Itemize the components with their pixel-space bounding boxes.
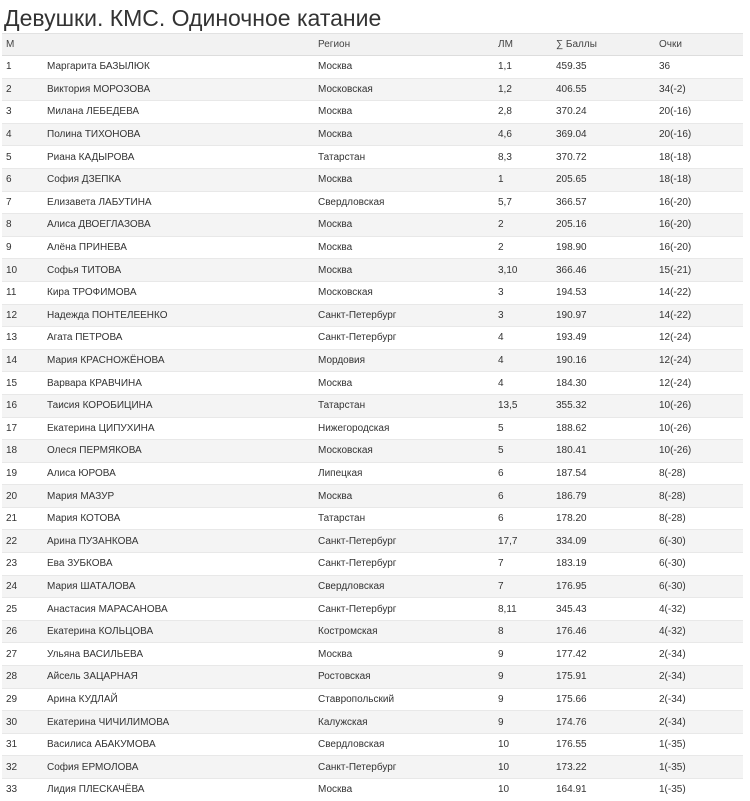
- region-cell: Московская: [314, 440, 494, 463]
- place-cell: 9: [2, 236, 43, 259]
- column-header-region[interactable]: Регион: [314, 34, 494, 56]
- place-cell: 6: [2, 168, 43, 191]
- points-cell: 177.42: [552, 643, 655, 666]
- points-cell: 198.90: [552, 236, 655, 259]
- place-cell: 20: [2, 485, 43, 508]
- table-row: [2, 620, 743, 643]
- athlete-name-cell: Екатерина ЧИЧИЛИМОВА: [43, 711, 314, 734]
- table-row: [2, 553, 743, 576]
- lm-cell: 1,1: [494, 56, 552, 79]
- place-cell: 8: [2, 214, 43, 237]
- lm-cell: 10: [494, 733, 552, 756]
- lm-cell: 5: [494, 440, 552, 463]
- table-row: [2, 101, 743, 124]
- lm-cell: 2: [494, 236, 552, 259]
- table-row: [2, 56, 743, 79]
- table-row: [2, 78, 743, 101]
- points-cell: 164.91: [552, 779, 655, 801]
- athlete-name-cell: Айсель ЗАЦАРНАЯ: [43, 666, 314, 689]
- place-cell: 25: [2, 598, 43, 621]
- lm-cell: 3: [494, 304, 552, 327]
- table-row: [2, 417, 743, 440]
- score-cell: 20(-16): [655, 101, 743, 124]
- lm-cell: 2: [494, 214, 552, 237]
- points-cell: 370.24: [552, 101, 655, 124]
- points-cell: 355.32: [552, 394, 655, 417]
- lm-cell: 13,5: [494, 394, 552, 417]
- athlete-name-cell: Риана КАДЫРОВА: [43, 146, 314, 169]
- table-row: [2, 146, 743, 169]
- table-row: [2, 304, 743, 327]
- table-row: [2, 394, 743, 417]
- place-cell: 14: [2, 349, 43, 372]
- table-row: [2, 281, 743, 304]
- place-cell: 28: [2, 666, 43, 689]
- table-row: [2, 440, 743, 463]
- points-cell: 459.35: [552, 56, 655, 79]
- athlete-name-cell: Милана ЛЕБЕДЕВА: [43, 101, 314, 124]
- score-cell: 12(-24): [655, 327, 743, 350]
- table-row: [2, 779, 743, 801]
- points-cell: 184.30: [552, 372, 655, 395]
- region-cell: Санкт-Петербург: [314, 756, 494, 779]
- table-row: [2, 575, 743, 598]
- table-header: [2, 34, 743, 56]
- points-cell: 176.46: [552, 620, 655, 643]
- athlete-name-cell: София ДЗЕПКА: [43, 168, 314, 191]
- lm-cell: 1,2: [494, 78, 552, 101]
- region-cell: Ставропольский: [314, 688, 494, 711]
- lm-cell: 8,11: [494, 598, 552, 621]
- table-row: [2, 168, 743, 191]
- athlete-name-cell: Мария МАЗУР: [43, 485, 314, 508]
- table-row: [2, 236, 743, 259]
- place-cell: 13: [2, 327, 43, 350]
- region-cell: Костромская: [314, 620, 494, 643]
- table-row: [2, 191, 743, 214]
- lm-cell: 4: [494, 372, 552, 395]
- place-cell: 3: [2, 101, 43, 124]
- place-cell: 27: [2, 643, 43, 666]
- place-cell: 11: [2, 281, 43, 304]
- table-body: [2, 56, 743, 801]
- place-cell: 16: [2, 394, 43, 417]
- score-cell: 36: [655, 56, 743, 79]
- athlete-name-cell: Алиса ЮРОВА: [43, 462, 314, 485]
- lm-cell: 4,6: [494, 123, 552, 146]
- points-cell: 186.79: [552, 485, 655, 508]
- score-cell: 16(-20): [655, 236, 743, 259]
- points-cell: 369.04: [552, 123, 655, 146]
- page-title: Девушки. КМС. Одиночное катание: [4, 5, 382, 31]
- region-cell: Санкт-Петербург: [314, 598, 494, 621]
- lm-cell: 10: [494, 756, 552, 779]
- score-cell: 6(-30): [655, 575, 743, 598]
- points-cell: 187.54: [552, 462, 655, 485]
- athlete-name-cell: Василиса АБАКУМОВА: [43, 733, 314, 756]
- lm-cell: 5,7: [494, 191, 552, 214]
- score-cell: 12(-24): [655, 372, 743, 395]
- lm-cell: 9: [494, 643, 552, 666]
- region-cell: Калужская: [314, 711, 494, 734]
- table-row: [2, 372, 743, 395]
- score-cell: 34(-2): [655, 78, 743, 101]
- region-cell: Москва: [314, 779, 494, 801]
- points-cell: 183.19: [552, 553, 655, 576]
- region-cell: Москва: [314, 101, 494, 124]
- table-row: [2, 485, 743, 508]
- region-cell: Санкт-Петербург: [314, 530, 494, 553]
- points-cell: 205.16: [552, 214, 655, 237]
- athlete-name-cell: Екатерина ЦИПУХИНА: [43, 417, 314, 440]
- athlete-name-cell: Анастасия МАРАСАНОВА: [43, 598, 314, 621]
- score-cell: 2(-34): [655, 711, 743, 734]
- score-cell: 14(-22): [655, 281, 743, 304]
- points-cell: 406.55: [552, 78, 655, 101]
- region-cell: Москва: [314, 372, 494, 395]
- athlete-name-cell: Софья ТИТОВА: [43, 259, 314, 282]
- score-cell: 4(-32): [655, 620, 743, 643]
- athlete-name-cell: Мария ШАТАЛОВА: [43, 575, 314, 598]
- lm-cell: 4: [494, 349, 552, 372]
- points-cell: 173.22: [552, 756, 655, 779]
- lm-cell: 6: [494, 485, 552, 508]
- region-cell: Санкт-Петербург: [314, 304, 494, 327]
- region-cell: Свердловская: [314, 191, 494, 214]
- athlete-name-cell: Варвара КРАВЧИНА: [43, 372, 314, 395]
- place-cell: 12: [2, 304, 43, 327]
- points-cell: 366.57: [552, 191, 655, 214]
- points-cell: 366.46: [552, 259, 655, 282]
- athlete-name-cell: Агата ПЕТРОВА: [43, 327, 314, 350]
- region-cell: Москва: [314, 259, 494, 282]
- table-row: [2, 259, 743, 282]
- points-cell: 175.91: [552, 666, 655, 689]
- lm-cell: 3: [494, 281, 552, 304]
- points-cell: 334.09: [552, 530, 655, 553]
- table-row: [2, 598, 743, 621]
- region-cell: Москва: [314, 168, 494, 191]
- region-cell: Мордовия: [314, 349, 494, 372]
- score-cell: 6(-30): [655, 553, 743, 576]
- athlete-name-cell: Алёна ПРИНЕВА: [43, 236, 314, 259]
- region-cell: Москва: [314, 485, 494, 508]
- place-cell: 30: [2, 711, 43, 734]
- place-cell: 33: [2, 779, 43, 801]
- athlete-name-cell: Арина КУДЛАЙ: [43, 688, 314, 711]
- athlete-name-cell: Маргарита БАЗЫЛЮК: [43, 56, 314, 79]
- place-cell: 17: [2, 417, 43, 440]
- points-cell: 370.72: [552, 146, 655, 169]
- table-row: [2, 462, 743, 485]
- athlete-name-cell: Надежда ПОНТЕЛЕЕНКО: [43, 304, 314, 327]
- place-cell: 26: [2, 620, 43, 643]
- place-cell: 22: [2, 530, 43, 553]
- table-row: [2, 733, 743, 756]
- athlete-name-cell: Елизавета ЛАБУТИНА: [43, 191, 314, 214]
- lm-cell: 6: [494, 507, 552, 530]
- place-cell: 24: [2, 575, 43, 598]
- points-cell: 345.43: [552, 598, 655, 621]
- points-cell: 194.53: [552, 281, 655, 304]
- score-cell: 8(-28): [655, 485, 743, 508]
- athlete-name-cell: Мария КРАСНОЖЁНОВА: [43, 349, 314, 372]
- place-cell: 15: [2, 372, 43, 395]
- region-cell: Свердловская: [314, 575, 494, 598]
- region-cell: Татарстан: [314, 146, 494, 169]
- place-cell: 10: [2, 259, 43, 282]
- table-row: [2, 756, 743, 779]
- score-cell: 6(-30): [655, 530, 743, 553]
- region-cell: Москва: [314, 236, 494, 259]
- score-cell: 16(-20): [655, 214, 743, 237]
- place-cell: 23: [2, 553, 43, 576]
- points-cell: 205.65: [552, 168, 655, 191]
- lm-cell: 8,3: [494, 146, 552, 169]
- place-cell: 31: [2, 733, 43, 756]
- score-cell: 4(-32): [655, 598, 743, 621]
- lm-cell: 3,10: [494, 259, 552, 282]
- region-cell: Санкт-Петербург: [314, 327, 494, 350]
- place-cell: 2: [2, 78, 43, 101]
- score-cell: 8(-28): [655, 507, 743, 530]
- score-cell: 8(-28): [655, 462, 743, 485]
- lm-cell: 4: [494, 327, 552, 350]
- score-cell: 1(-35): [655, 756, 743, 779]
- athlete-name-cell: Арина ПУЗАНКОВА: [43, 530, 314, 553]
- lm-cell: 1: [494, 168, 552, 191]
- place-cell: 29: [2, 688, 43, 711]
- score-cell: 10(-26): [655, 417, 743, 440]
- athlete-name-cell: Ульяна ВАСИЛЬЕВА: [43, 643, 314, 666]
- column-header-place[interactable]: М: [2, 34, 43, 56]
- table-row: [2, 530, 743, 553]
- lm-cell: 9: [494, 666, 552, 689]
- athlete-name-cell: Мария КОТОВА: [43, 507, 314, 530]
- header-row: [2, 34, 743, 56]
- score-cell: 20(-16): [655, 123, 743, 146]
- table-row: [2, 123, 743, 146]
- score-cell: 2(-34): [655, 688, 743, 711]
- table-row: [2, 507, 743, 530]
- place-cell: 7: [2, 191, 43, 214]
- athlete-name-cell: Полина ТИХОНОВА: [43, 123, 314, 146]
- place-cell: 18: [2, 440, 43, 463]
- region-cell: Москва: [314, 643, 494, 666]
- score-cell: 15(-21): [655, 259, 743, 282]
- place-cell: 1: [2, 56, 43, 79]
- lm-cell: 5: [494, 417, 552, 440]
- score-cell: 10(-26): [655, 394, 743, 417]
- lm-cell: 9: [494, 688, 552, 711]
- athlete-name-cell: Алиса ДВОЕГЛАЗОВА: [43, 214, 314, 237]
- region-cell: Московская: [314, 281, 494, 304]
- table-row: [2, 688, 743, 711]
- lm-cell: 2,8: [494, 101, 552, 124]
- points-cell: 193.49: [552, 327, 655, 350]
- place-cell: 21: [2, 507, 43, 530]
- athlete-name-cell: Таисия КОРОБИЦИНА: [43, 394, 314, 417]
- points-cell: 175.66: [552, 688, 655, 711]
- score-cell: 12(-24): [655, 349, 743, 372]
- place-cell: 5: [2, 146, 43, 169]
- region-cell: Москва: [314, 123, 494, 146]
- points-cell: 176.55: [552, 733, 655, 756]
- table-row: [2, 711, 743, 734]
- points-cell: 174.76: [552, 711, 655, 734]
- region-cell: Московская: [314, 78, 494, 101]
- score-cell: 16(-20): [655, 191, 743, 214]
- region-cell: Липецкая: [314, 462, 494, 485]
- region-cell: Ростовская: [314, 666, 494, 689]
- place-cell: 19: [2, 462, 43, 485]
- lm-cell: 6: [494, 462, 552, 485]
- athlete-name-cell: Кира ТРОФИМОВА: [43, 281, 314, 304]
- results-table: [2, 33, 743, 801]
- points-cell: 190.16: [552, 349, 655, 372]
- column-header-score[interactable]: Очки: [655, 34, 743, 56]
- points-cell: 180.41: [552, 440, 655, 463]
- score-cell: 18(-18): [655, 168, 743, 191]
- athlete-name-cell: София ЕРМОЛОВА: [43, 756, 314, 779]
- points-cell: 188.62: [552, 417, 655, 440]
- points-cell: 176.95: [552, 575, 655, 598]
- score-cell: 10(-26): [655, 440, 743, 463]
- points-cell: 190.97: [552, 304, 655, 327]
- place-cell: 32: [2, 756, 43, 779]
- lm-cell: 7: [494, 553, 552, 576]
- region-cell: Татарстан: [314, 394, 494, 417]
- lm-cell: 17,7: [494, 530, 552, 553]
- region-cell: Санкт-Петербург: [314, 553, 494, 576]
- score-cell: 2(-34): [655, 643, 743, 666]
- lm-cell: 10: [494, 779, 552, 801]
- table-row: [2, 643, 743, 666]
- athlete-name-cell: Ева ЗУБКОВА: [43, 553, 314, 576]
- athlete-name-cell: Екатерина КОЛЬЦОВА: [43, 620, 314, 643]
- region-cell: Москва: [314, 214, 494, 237]
- athlete-name-cell: Лидия ПЛЕСКАЧЁВА: [43, 779, 314, 801]
- table-row: [2, 327, 743, 350]
- score-cell: 2(-34): [655, 666, 743, 689]
- score-cell: 18(-18): [655, 146, 743, 169]
- lm-cell: 9: [494, 711, 552, 734]
- region-cell: Свердловская: [314, 733, 494, 756]
- place-cell: 4: [2, 123, 43, 146]
- region-cell: Татарстан: [314, 507, 494, 530]
- column-header-name[interactable]: [43, 34, 314, 56]
- column-header-points[interactable]: ∑ Баллы: [552, 34, 655, 56]
- region-cell: Москва: [314, 56, 494, 79]
- table-row: [2, 214, 743, 237]
- athlete-name-cell: Олеся ПЕРМЯКОВА: [43, 440, 314, 463]
- score-cell: 1(-35): [655, 779, 743, 801]
- column-header-lm[interactable]: ЛМ: [494, 34, 552, 56]
- region-cell: Нижегородская: [314, 417, 494, 440]
- points-cell: 178.20: [552, 507, 655, 530]
- score-cell: 1(-35): [655, 733, 743, 756]
- table-row: [2, 666, 743, 689]
- table-row: [2, 349, 743, 372]
- lm-cell: 8: [494, 620, 552, 643]
- lm-cell: 7: [494, 575, 552, 598]
- score-cell: 14(-22): [655, 304, 743, 327]
- athlete-name-cell: Виктория МОРОЗОВА: [43, 78, 314, 101]
